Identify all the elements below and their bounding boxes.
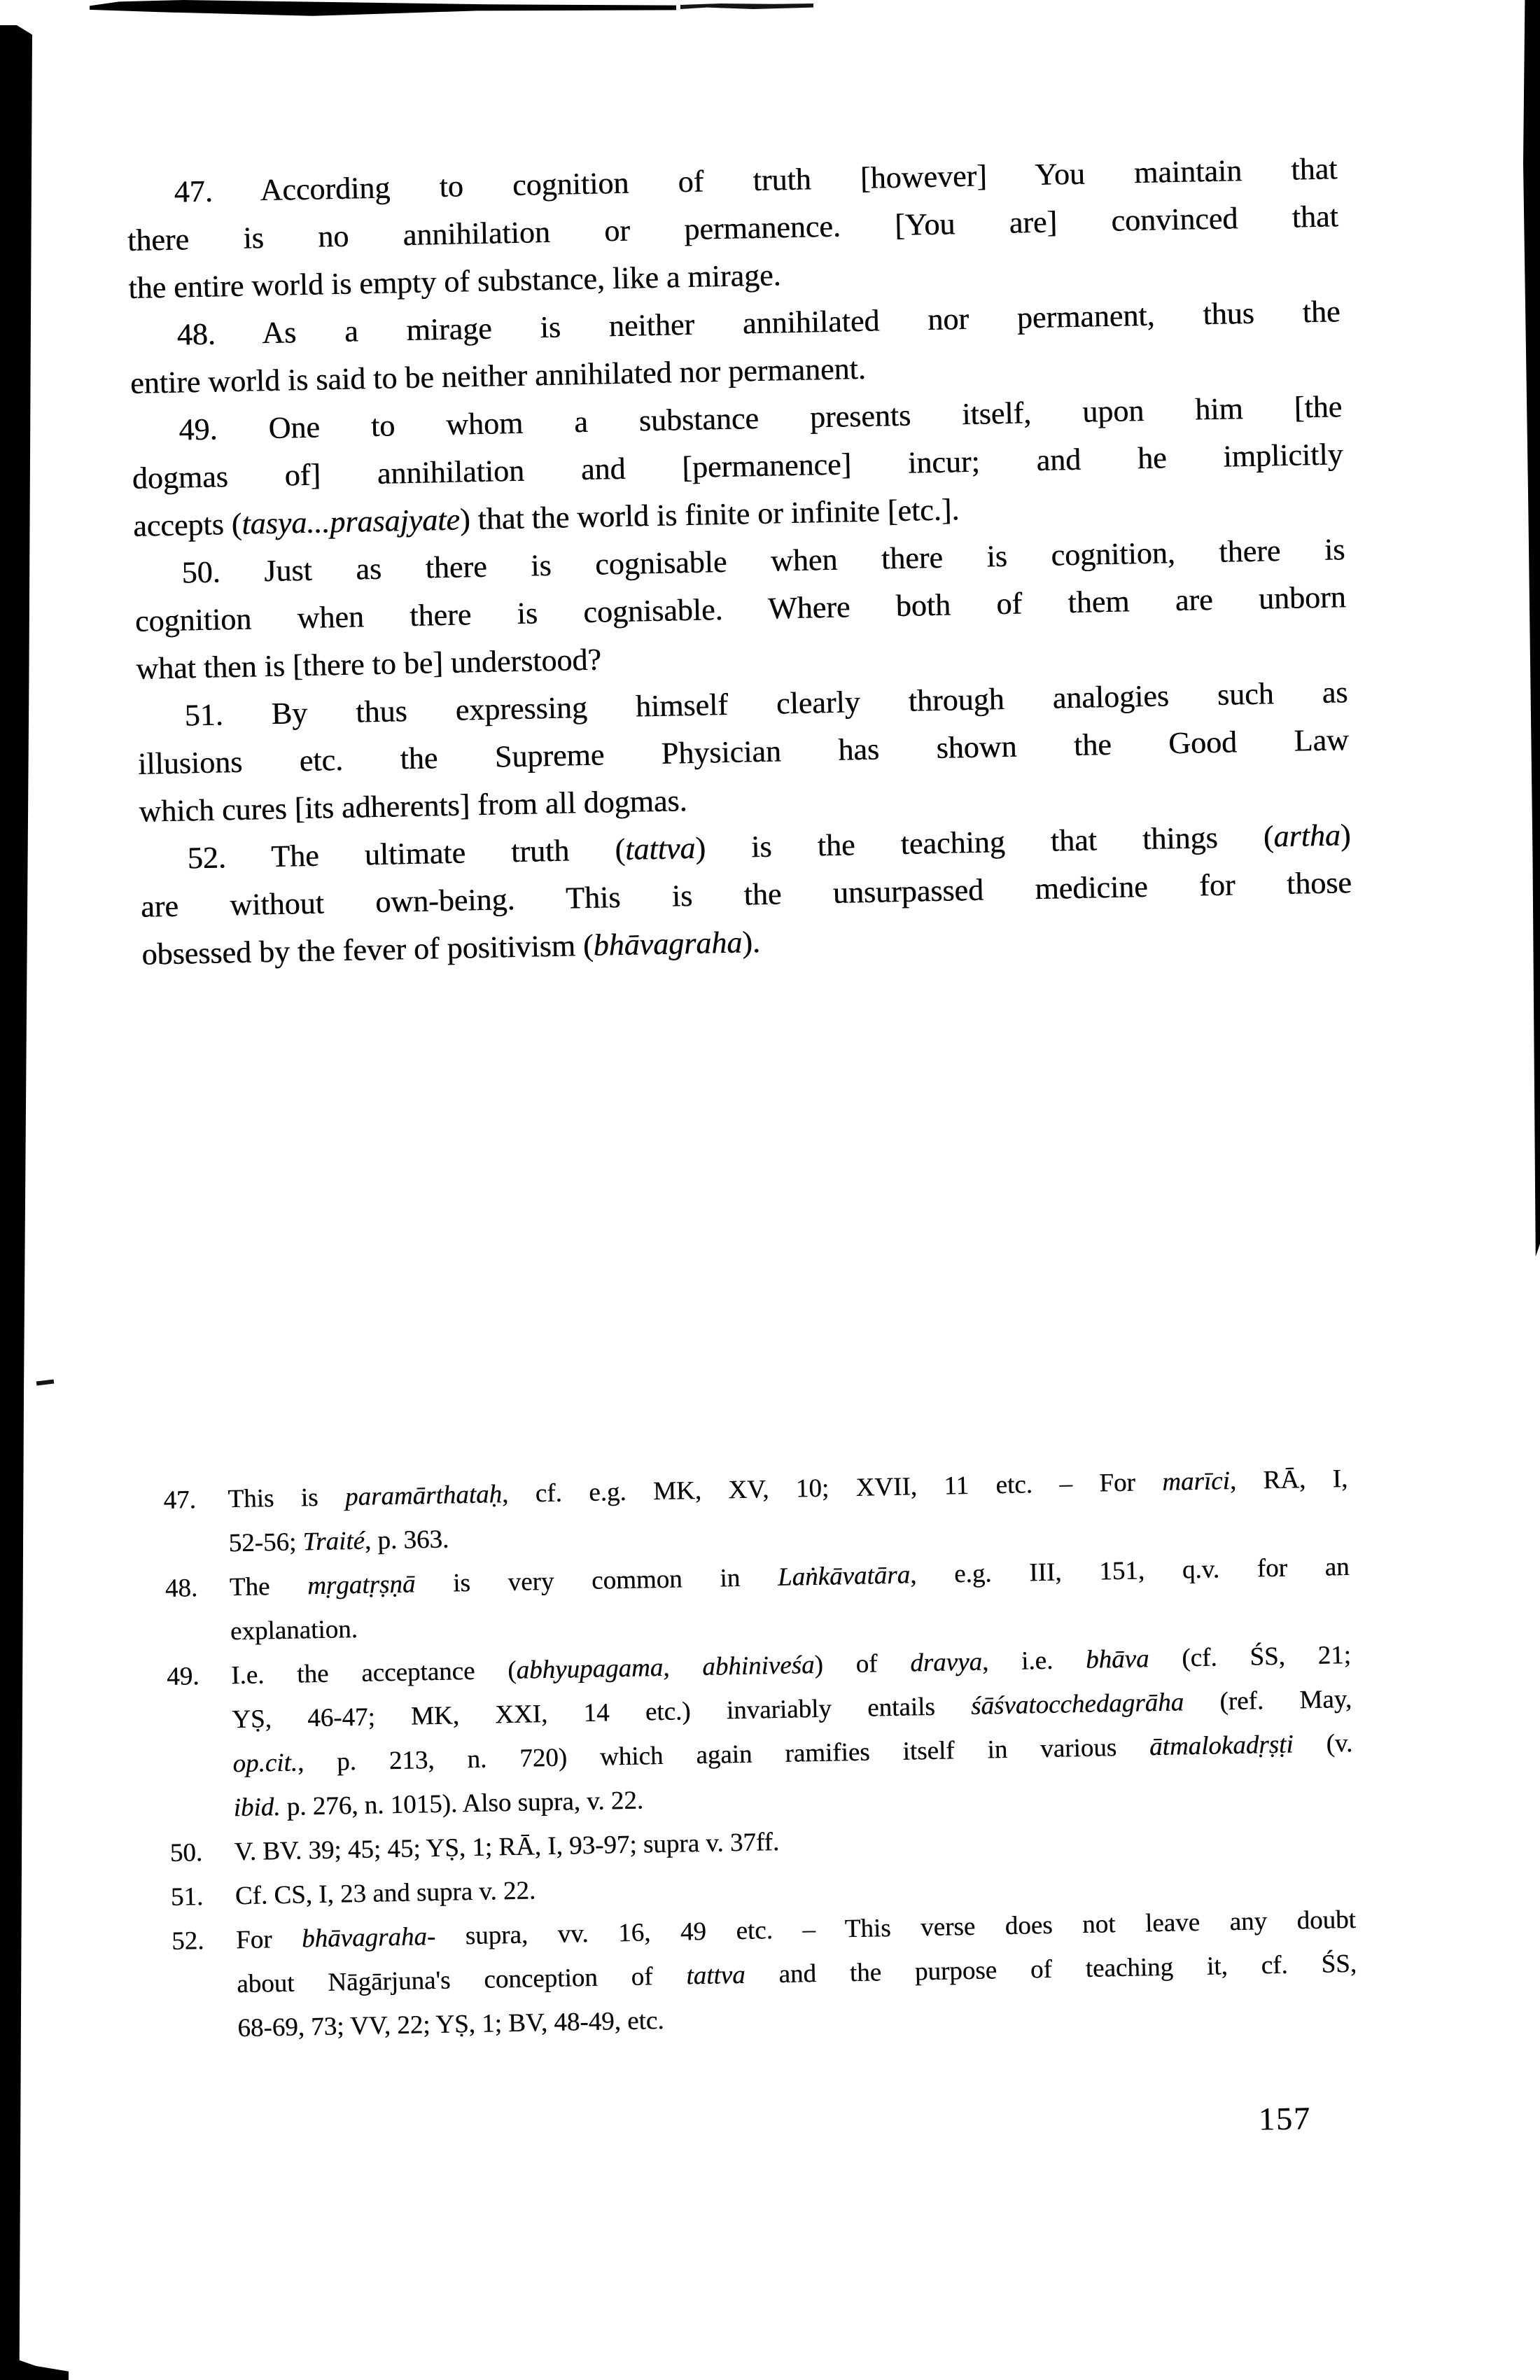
page-number: 157	[1258, 2100, 1312, 2137]
text-line: the entire world is empty of substance, like a mirage.	[127, 258, 781, 305]
text-line: illusions etc. the Supreme Physician has shown the Good Law	[137, 722, 1350, 781]
text-segment: , cf. e.g. MK, XV, 10; XVII, 11 etc. – For	[501, 1467, 1163, 1509]
text-segment: and the purpose of teaching it, cf. ŚS,	[745, 1949, 1357, 1989]
text-segment: is very common in	[414, 1562, 778, 1599]
text-segment: bhāvagraha	[593, 925, 743, 962]
text-segment: accepts (	[132, 506, 242, 543]
text-line: 50. Just as there is cognisable when there is cognition, there is	[181, 532, 1345, 590]
text-segment: , i.e.	[981, 1645, 1086, 1676]
text-segment: , RĀ, I,	[1229, 1464, 1348, 1496]
text-segment: ) of	[814, 1648, 911, 1679]
footnote-number: 48.	[164, 1574, 198, 1603]
text-segment: 52. The ultimate truth (	[187, 832, 626, 876]
footnote-body	[231, 1633, 1354, 1830]
text-segment: Traité	[302, 1526, 365, 1557]
footnote-number: 50.	[169, 1838, 203, 1868]
footnotes-block	[163, 1457, 1358, 2052]
text-segment: YṢ, 46-47; MK, XXI, 14 etc.) invariably entails	[231, 1691, 972, 1735]
text-segment: dravya	[909, 1647, 983, 1678]
text-line: cognition when there is cognisable. Where both of them are unborn	[134, 580, 1347, 638]
text-line: 47. According to cognition of truth [however] You maintain that	[174, 151, 1338, 209]
text-line: which cures [its adherents] from all dogmas.	[138, 783, 687, 829]
verse-paragraph-50	[134, 526, 1348, 693]
verse-paragraph-49	[131, 383, 1345, 550]
text-segment: artha	[1273, 818, 1341, 854]
text-segment: ātmalokadṛṣṭi	[1149, 1730, 1294, 1762]
text-segment: ) is the teaching that things (	[694, 819, 1274, 865]
text-segment: ).	[741, 925, 761, 960]
text-segment: tattva	[685, 1960, 746, 1991]
text-segment: p. 276, n. 1015). Also supra, v. 22.	[280, 1786, 644, 1822]
text-segment: 52-56;	[228, 1527, 303, 1558]
text-segment: This is	[227, 1483, 346, 1514]
text-segment: abhyupagama, abhiniveśa	[516, 1650, 815, 1685]
text-segment: tattva	[624, 830, 696, 867]
text-line: dogmas of] annihilation and [permanence] incur; and he implicitly	[132, 437, 1344, 496]
footnote-52	[172, 1898, 1358, 2052]
text-line: 51. By thus expressing himself clearly through analogies such as	[184, 675, 1348, 733]
text-segment: (ref. May,	[1183, 1684, 1352, 1717]
scan-smudge-left-edge	[0, 25, 32, 2380]
scan-margin-dash	[36, 1379, 55, 1385]
scan-smudge-top-edge	[90, 0, 676, 17]
verse-paragraph-52	[139, 811, 1353, 979]
text-line: Cf. CS, I, 23 and supra v. 22.	[234, 1876, 536, 1911]
verse-paragraph-47	[126, 145, 1340, 312]
text-segment: ibid.	[233, 1793, 281, 1823]
text-segment: about Nāgārjuna's conception of	[236, 1961, 687, 1999]
text-segment: (cf. ŚS, 21;	[1149, 1640, 1352, 1674]
verse-paragraph-51	[136, 668, 1350, 836]
text-segment: bhāvagraha-	[301, 1921, 436, 1954]
text-segment: (v.	[1293, 1728, 1353, 1759]
text-line: what then is [there to be] understood?	[135, 642, 602, 686]
footnote-number: 47.	[163, 1485, 197, 1515]
scan-smudge-top-dash	[680, 4, 813, 9]
text-segment: bhāva	[1085, 1644, 1149, 1674]
text-line: entire world is said to be neither annihilated nor permanent.	[130, 351, 867, 400]
text-segment: marīci	[1161, 1466, 1231, 1497]
text-segment: , p. 213, n. 720) which again ramifies itself in various	[297, 1732, 1150, 1777]
footnote-number: 49.	[166, 1662, 200, 1691]
footnote-number: 52.	[171, 1926, 204, 1956]
text-line: 48. As a mirage is neither annihilated nor permanent, thus the	[176, 294, 1340, 352]
footnote-49	[167, 1633, 1354, 1831]
text-segment: Laṅkāvatāra	[777, 1560, 911, 1592]
text-segment: mṛgatṛṣṇā	[307, 1569, 416, 1601]
text-segment: The	[229, 1572, 308, 1602]
scan-smudge-bottom-left	[0, 2355, 69, 2380]
verse-translation-block	[126, 145, 1353, 978]
text-segment: , e.g. III, 151, q.v. for an	[909, 1552, 1350, 1590]
text-line: explanation.	[230, 1614, 358, 1646]
text-line: there is no annihilation or permanence. [You are] convinced that	[127, 199, 1339, 258]
text-segment: supra, vv. 16, 49 etc. – This verse does not leave any doubt	[435, 1905, 1357, 1951]
text-segment: op.cit.	[232, 1748, 298, 1779]
text-line: are without own-being. This is the unsurpassed medicine for those	[140, 865, 1352, 924]
text-segment: , p. 363.	[364, 1525, 449, 1555]
footnote-body	[236, 1898, 1358, 2050]
footnote-number: 51.	[170, 1882, 204, 1912]
scan-smudge-right-edge	[1523, 0, 1540, 1256]
text-segment: tasya...prasajyate	[241, 502, 461, 541]
text-segment: )	[1340, 818, 1351, 853]
text-segment: paramārthataḥ	[344, 1480, 503, 1512]
text-segment: I.e. the acceptance (	[230, 1656, 517, 1690]
text-segment: śāśvatocchedagrāha	[970, 1688, 1184, 1721]
text-segment: obsessed by the fever of positivism (	[141, 927, 594, 972]
text-line: V. BV. 39; 45; 45; YṢ, 1; RĀ, I, 93-97; supra v. 37ff.	[234, 1827, 780, 1867]
text-segment: ) that the world is finite or infinite [etc.].	[459, 492, 960, 537]
text-line: 49. One to whom a substance presents itself, upon him [the	[178, 389, 1343, 447]
text-segment: For	[235, 1924, 302, 1955]
text-line: 68-69, 73; VV, 22; YṢ, 1; BV, 48-49, etc.	[237, 2006, 664, 2043]
